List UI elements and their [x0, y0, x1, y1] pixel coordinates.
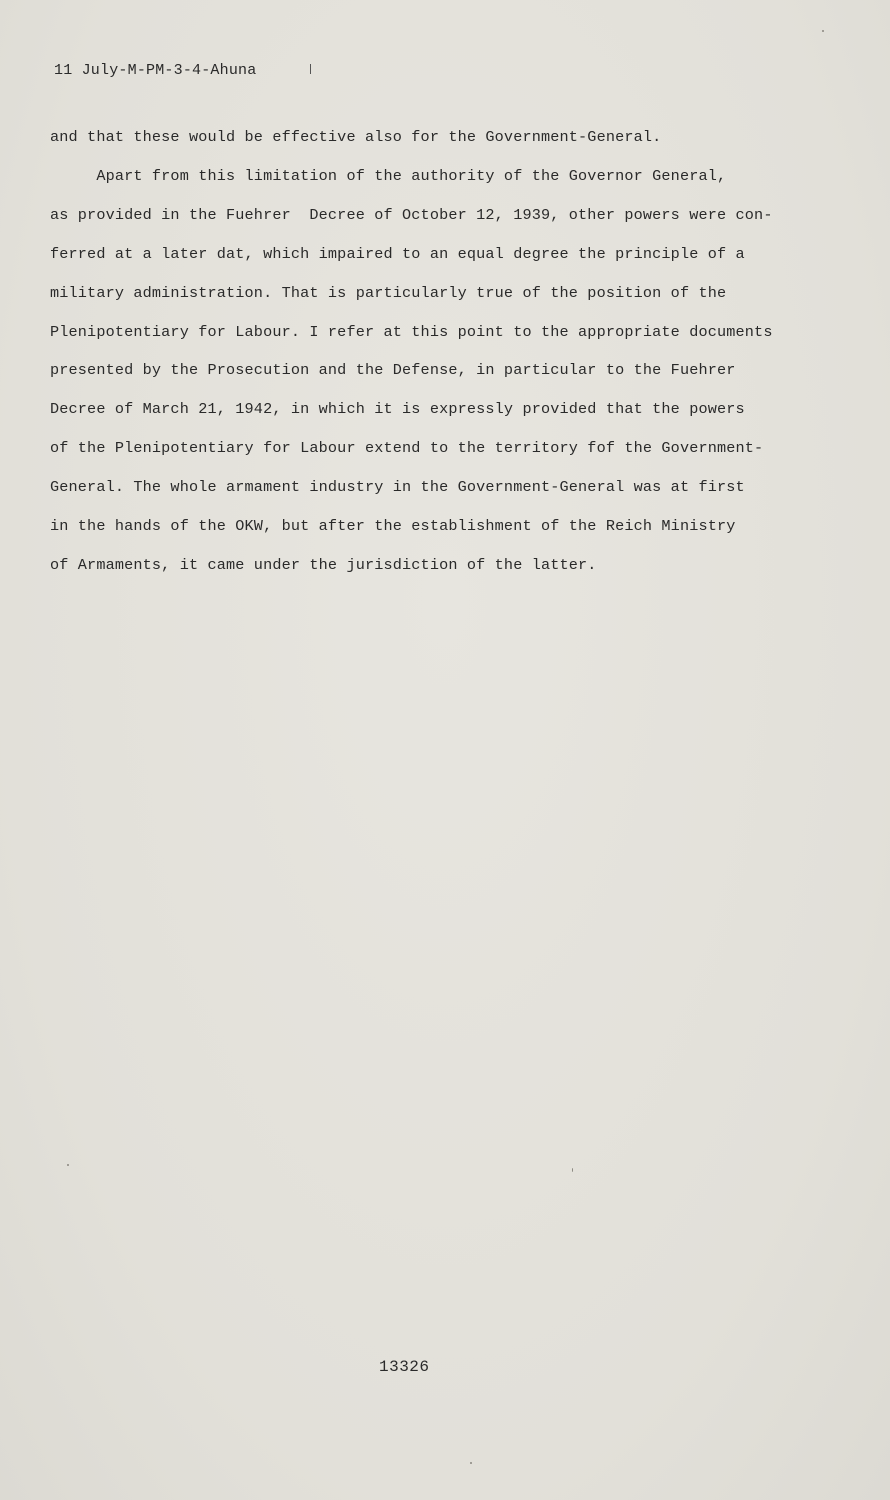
text-line: presented by the Prosecution and the Defense, in particular to the Fuehrer [50, 361, 736, 380]
text-line: and that these would be effective also for the Government-General. [50, 128, 662, 146]
text-line: of Armaments, it came under the jurisdiction of the latter. [50, 555, 597, 574]
paper-speck [822, 30, 824, 32]
body-text [50, 118, 820, 585]
paper-speck [67, 1164, 69, 1166]
text-line: Apart from this limitation of the authority of the Governor General, [50, 166, 727, 185]
text-line: of the Plenipotentiary for Labour extend to the territory fof the Government- [50, 439, 764, 458]
page-number: 13326 [379, 1358, 430, 1376]
paper-speck [470, 1462, 472, 1464]
text-line: military administration. That is particularly true of the position of the [50, 283, 727, 302]
text-line: General. The whole armament industry in the Government-General was at first [50, 478, 745, 497]
text-line: in the hands of the OKW, but after the establishment of the Reich Ministry [50, 517, 736, 536]
pencil-mark [310, 64, 311, 74]
text-line: Decree of March 21, 1942, in which it is expressly provided that the powers [50, 400, 745, 419]
text-line: as provided in the Fuehrer Decree of October 12, 1939, other powers were con- [50, 205, 773, 224]
paper-speck [572, 1168, 573, 1172]
page-header: 11 July-M-PM-3-4-Ahuna [54, 62, 257, 79]
text-line: Plenipotentiary for Labour. I refer at this point to the appropriate documents [50, 322, 773, 341]
text-line: ferred at a later dat, which impaired to an equal degree the principle of a [50, 244, 745, 263]
